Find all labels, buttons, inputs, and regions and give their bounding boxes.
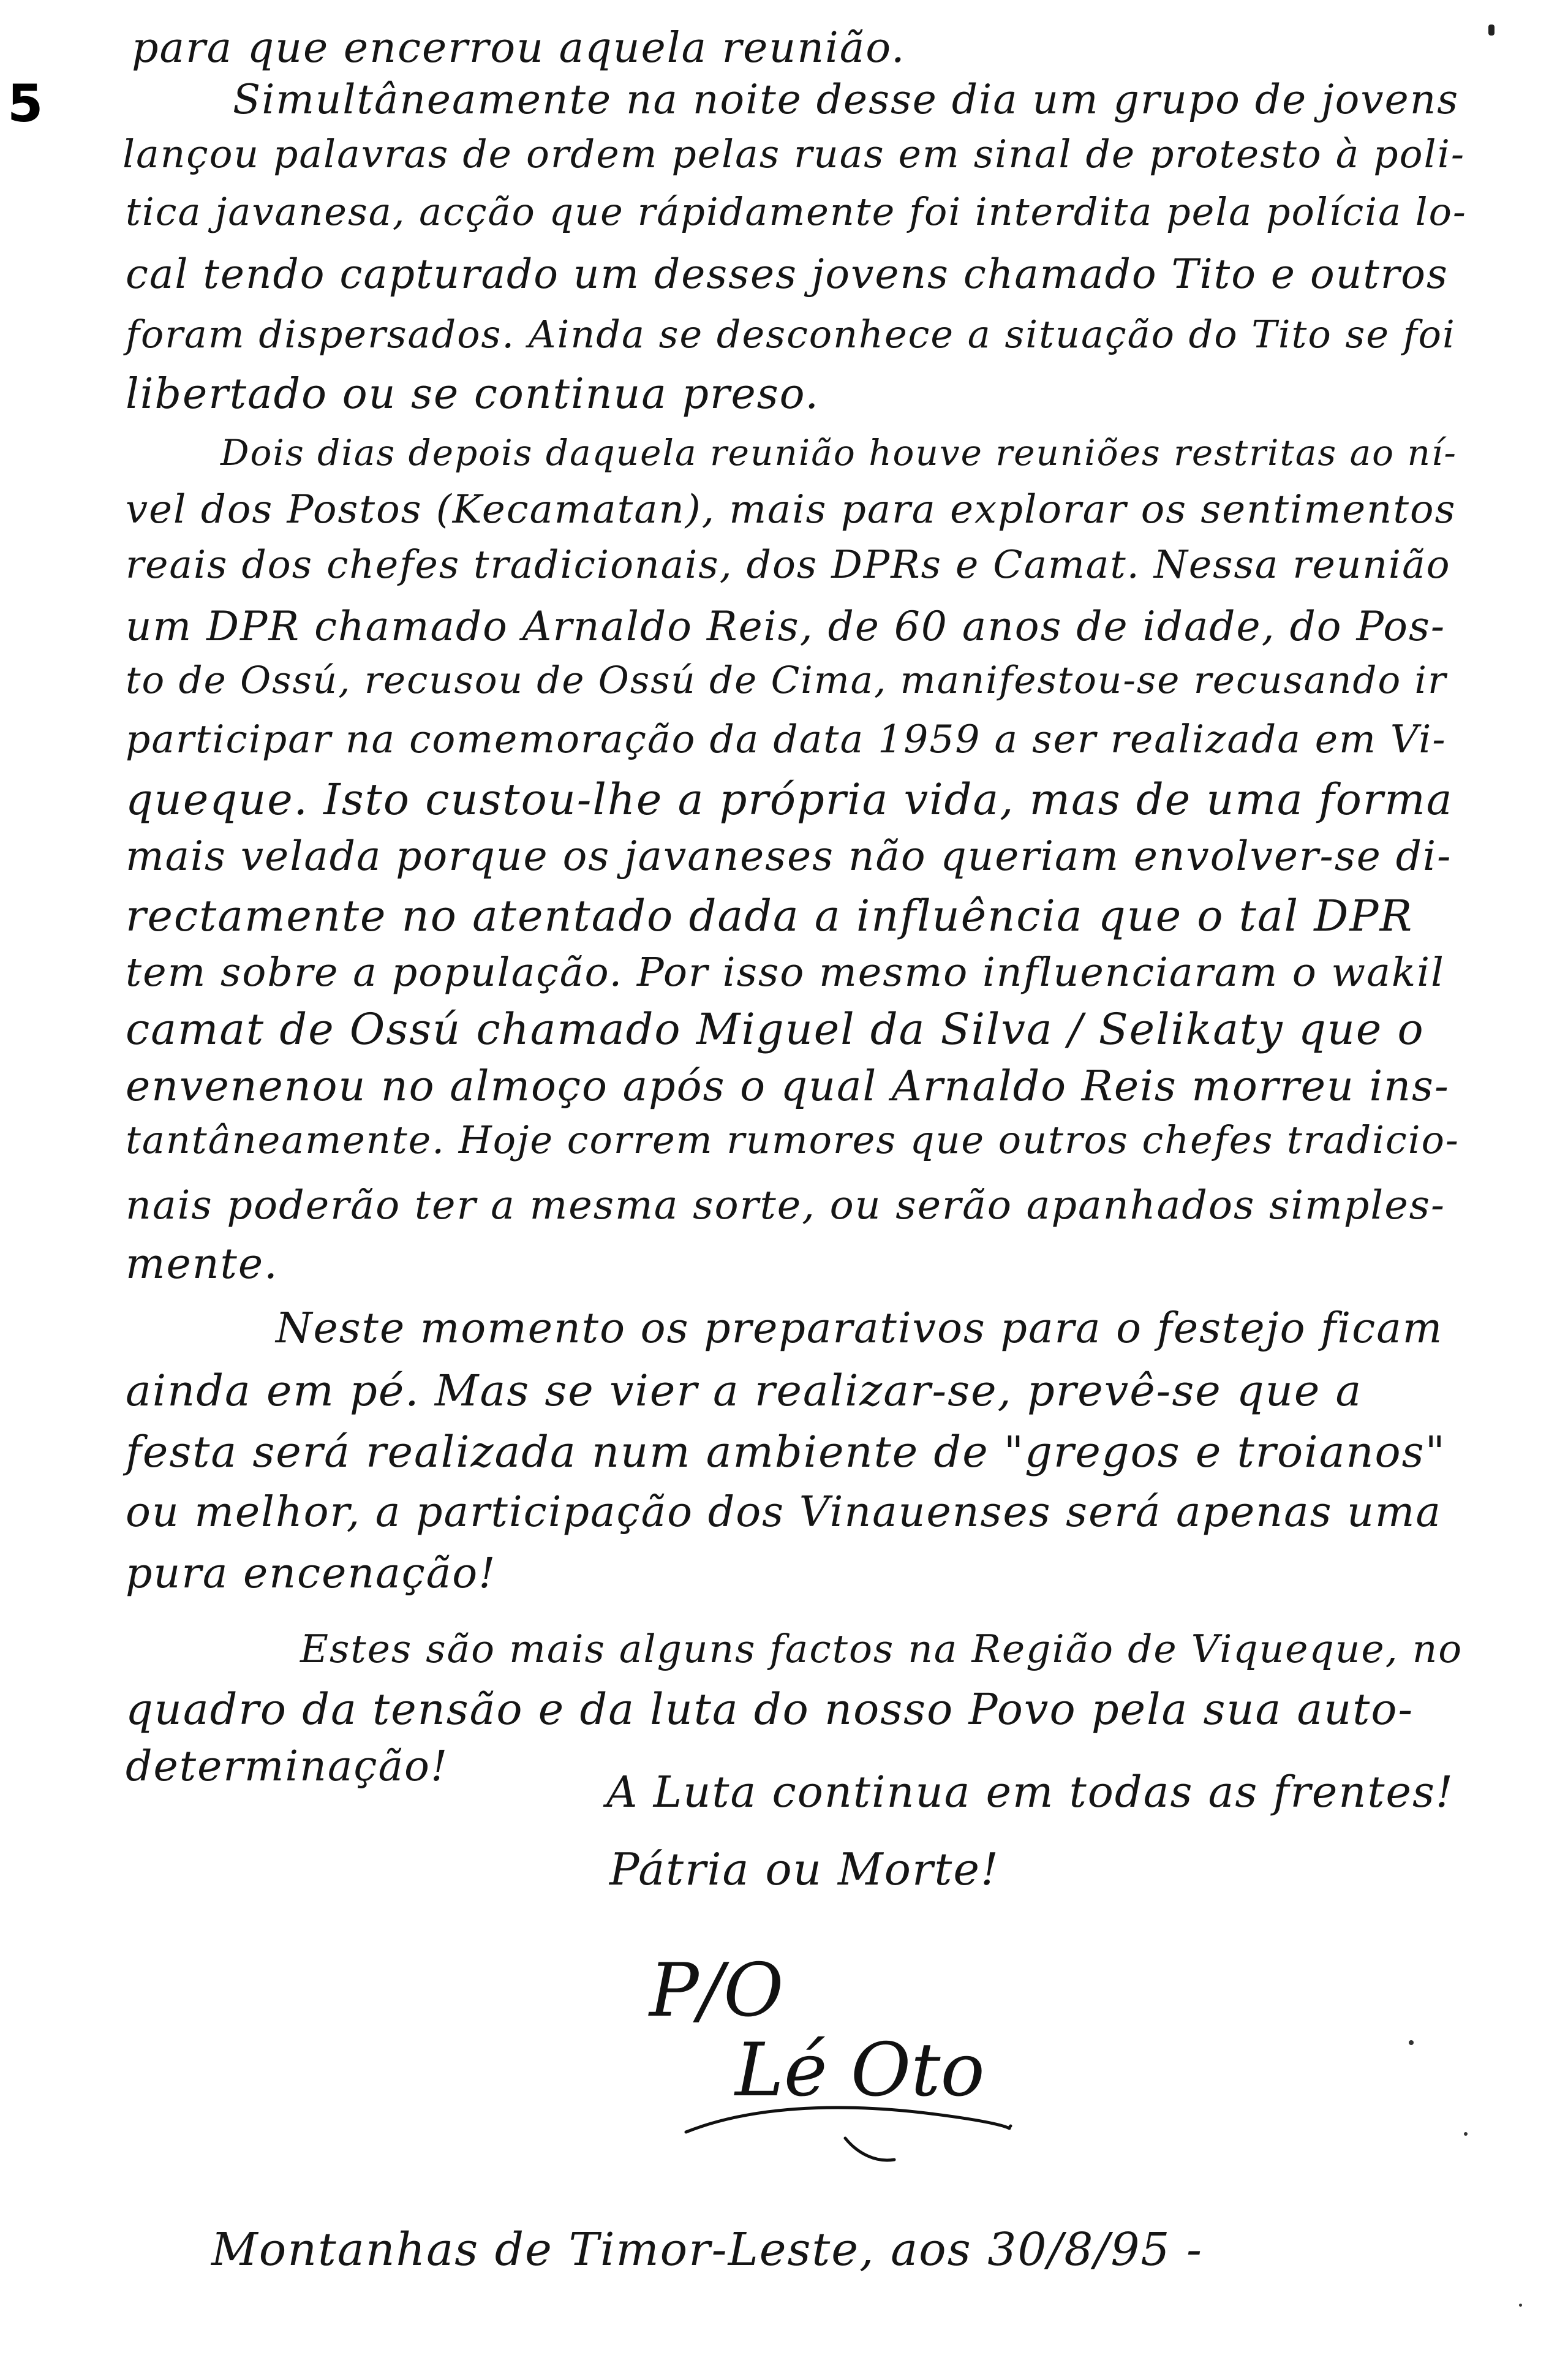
body-line: um DPR chamado Arnaldo Reis, de 60 anos de idade, do Pos-	[126, 603, 1446, 650]
body-line: vel dos Postos (Kecamatan), mais para explorar os sentimentos	[126, 487, 1457, 532]
body-line: nais poderão ter a mesma sorte, ou serão apanhados simples-	[126, 1182, 1446, 1228]
body-line: Neste momento os preparativos para o festejo ficam	[276, 1304, 1444, 1353]
body-line: determinação!	[126, 1742, 449, 1791]
body-line: libertado ou se continua preso.	[126, 370, 820, 418]
body-line: to de Ossú, recusou de Ossú de Cima, manifestou-se recusando ir	[126, 659, 1447, 702]
signature-prefix: P/O	[649, 1948, 784, 2033]
place-date-line: Montanhas de Timor-Leste, aos 30/8/95 -	[211, 2223, 1204, 2276]
body-line: queque. Isto custou-lhe a própria vida, mas de uma forma	[126, 774, 1453, 825]
body-line: rectamente no atentado dada a influência que o tal DPR	[126, 891, 1414, 941]
body-line: reais dos chefes tradicionais, dos DPRs e Camat. Nessa reunião	[126, 542, 1451, 587]
body-line: pura encenação!	[126, 1549, 497, 1598]
body-line: para que encerrou aquela reunião.	[132, 24, 906, 72]
body-line: mente.	[126, 1240, 279, 1288]
signature-name: Lé Oto	[735, 2028, 985, 2113]
body-line: mais velada porque os javaneses não queriam envolver-se di-	[126, 833, 1452, 880]
body-line: envenenou no almoço após o qual Arnaldo Reis morreu ins-	[126, 1062, 1450, 1111]
body-line: lançou palavras de ordem pelas ruas em sinal de protesto à poli-	[123, 132, 1466, 176]
body-line: camat de Ossú chamado Miguel da Silva / Selikaty que o	[126, 1004, 1425, 1054]
body-line: tantâneamente. Hoje correm rumores que outros chefes tradicio-	[126, 1117, 1460, 1162]
page-mark: 5	[7, 74, 43, 134]
corner-mark	[1488, 25, 1494, 36]
body-line: ou melhor, a participação dos Vinauenses será apenas uma	[126, 1488, 1442, 1537]
body-line: quadro da tensão e da luta do nosso Povo pela sua auto-	[126, 1684, 1414, 1734]
body-line: festa será realizada num ambiente de "gregos e troianos"	[126, 1427, 1446, 1477]
body-line: participar na comemoração da data 1959 a ser realizada em Vi-	[126, 717, 1447, 762]
paper-speck	[1409, 2040, 1414, 2045]
paper-speck	[1519, 2304, 1522, 2307]
body-line: ainda em pé. Mas se vier a realizar-se, prevê-se que a	[126, 1366, 1363, 1416]
body-line: tem sobre a população. Por isso mesmo influenciaram o wakil	[126, 950, 1445, 996]
body-line: tica javanesa, acção que rápidamente foi interdita pela polícia lo-	[126, 189, 1467, 234]
body-line: Estes são mais alguns factos na Região de Viqueque, no	[300, 1627, 1463, 1671]
body-line: foram dispersados. Ainda se desconhece a situação do Tito se foi	[126, 312, 1456, 357]
closing-line-1: A Luta continua em todas as frentes!	[606, 1767, 1455, 1817]
body-line: Dois dias depois daquela reunião houve reuniões restritas ao ní-	[221, 432, 1458, 474]
paper-speck	[1464, 2132, 1468, 2136]
signature-flourish	[674, 2095, 1017, 2169]
closing-line-2: Pátria ou Morte!	[609, 1843, 1000, 1895]
body-line: cal tendo capturado um desses jovens chamado Tito e outros	[126, 251, 1449, 298]
body-line: Simultâneamente na noite desse dia um grupo de jovens	[233, 76, 1460, 123]
